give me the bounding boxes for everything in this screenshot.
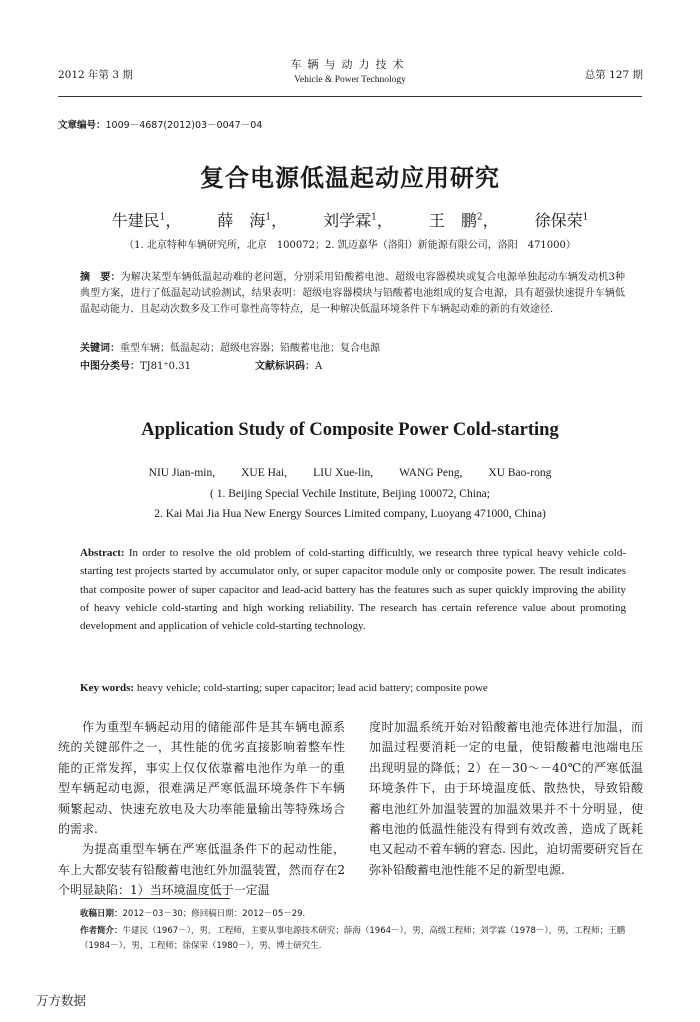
keywords-cn-text: 重型车辆；低温起动；超级电容器；铅酸蓄电池；复合电源 (120, 343, 380, 354)
doc-code-value: A (315, 361, 323, 372)
author-affil-mark: 1 (582, 212, 589, 223)
author-name: 薛 海 (217, 211, 266, 230)
author-name: 刘学霖 (323, 211, 372, 230)
body-column-right (369, 717, 643, 880)
author-separator: , (284, 467, 288, 479)
author-en (313, 467, 373, 479)
author-name: LIU Xue-lin (313, 467, 371, 479)
author-separator: ， (165, 211, 182, 230)
author-name: 牛建民 (111, 211, 160, 230)
author-name: 王 鹏 (428, 211, 477, 230)
affiliation-cn: （1. 北京特种车辆研究所，北京 100072；2. 凯迈嘉华（洛阳）新能源有限公司，洛阳 471000） (124, 240, 576, 251)
footnote-authors-text: 牛建民（1967－），男，工程师，主要从事电源技术研究；薛海（1964－），男，高级工程师；刘学霖（1978－），男，工程师；王鹏（1984－），男，工程师；徐保荣（1980－），男，博士研究生. (80, 926, 626, 951)
paper-title-cn: 复合电源低温起动应用研究 (200, 164, 500, 192)
body-column-left (58, 717, 345, 901)
author-affil-mark: 1 (265, 212, 272, 223)
author-separator: , (459, 467, 463, 479)
total-issue-label: 总第 127 期 (584, 69, 643, 81)
keywords-en-text: heavy vehicle; cold-starting; super capacitor; lead acid battery; composite powe (136, 682, 488, 694)
author-affil-mark: 1 (371, 212, 377, 223)
paper-title-en: Application Study of Composite Power Cold-starting (141, 420, 559, 440)
author-cn (112, 208, 182, 231)
abstract-en (80, 544, 626, 635)
author-en (488, 467, 551, 479)
author-cn (535, 208, 589, 231)
abstract-en-text: In order to resolve the old problem of cold-starting difficultly, we research three typical heavy vehicle cold-starting test projects started by accumulator only, or super capacitor module only or composite power. The result indicates that composite power of super capacitor and lead-acid battery has the features such as super quickly improving the ability of heavy vehicle cold-starting and high working reliability. The research has certain reference value about promoting development and application of vehicle cold-starting technology. (80, 547, 626, 633)
author-cn (217, 208, 287, 231)
author-list-en (0, 467, 700, 479)
affiliation-en-line-2: 2. Kai Mai Jia Hua New Energy Sources Limited company, Luoyang 471000, China) (154, 508, 546, 520)
author-separator: , (370, 467, 374, 479)
author-affil-mark: 1 (159, 212, 166, 223)
journal-title-cn: 车辆与动力技术 (290, 58, 410, 71)
author-name: WANG Peng (399, 467, 460, 479)
footnote-authors-label: 作者简介： (80, 926, 123, 936)
abstract-cn-label: 摘 要： (80, 272, 121, 283)
author-affil-mark: 2 (476, 212, 483, 223)
clc-value: TJ81⁺0.31 (140, 361, 191, 372)
abstract-cn (80, 270, 625, 318)
issue-label: 2012 年第 3 期 (58, 69, 133, 81)
author-name: XU Bao-rong (488, 467, 552, 479)
clc-label: 中图分类号： (80, 361, 140, 372)
abstract-cn-text: 为解决某型车辆低温起动难的老问题，分别采用铅酸蓄电池、超级电容器模块或复合电源单独起动车辆发动机3种典型方案，进行了低温起动试验测试，结果表明：超级电容器模块与铅酸蓄电池组成的复合电源，具有超强快速提升车辆低温起动能力、且起动次数多及工作可靠性高等特点，是一种解决低温环境条件下车辆起动难的新的有效途径. (80, 272, 625, 315)
article-number-value: 1009－4687(2012)03－0047－04 (105, 120, 263, 131)
article-number (58, 117, 262, 131)
author-separator: ， (376, 211, 393, 230)
keywords-cn-label: 关键词： (80, 343, 120, 354)
author-separator: , (212, 467, 216, 479)
author-separator: ， (482, 211, 499, 230)
keywords-en-label: Key words: (80, 682, 135, 694)
author-list-cn (0, 208, 700, 231)
keywords-en (80, 682, 640, 694)
footnote-author-bio (80, 924, 646, 954)
author-cn (429, 208, 499, 231)
journal-title-en: Vehicle & Power Technology (294, 75, 406, 85)
keywords-cn (80, 339, 625, 354)
author-cn (323, 208, 393, 231)
body-paragraph: 度时加温系统开始对铅酸蓄电池壳体进行加温，而加温过程要消耗一定的电量，使铅酸蓄电池端电压出现明显的降低；2）在－30～－40℃的严寒低温环境条件下，由于环境温度低、散热快，导致铅酸蓄电池红外加温装置的加温效果并不十分明显，使蓄电池的低温性能没有得到有效改善，造成了既耗电又起动不着车辆的窘态. 因此，迫切需要研究旨在弥补铅酸蓄电池性能不足的新型电源. (369, 720, 643, 877)
footnote-dates-label: 收稿日期： (80, 909, 123, 919)
author-name: XUE Hai (241, 467, 285, 479)
author-en (149, 467, 215, 479)
watermark: 万方数据 (36, 993, 87, 1008)
doc-code-label: 文献标识码： (255, 361, 315, 372)
footnote-dates (80, 907, 640, 919)
classification-line (80, 357, 625, 372)
footnote-rule (80, 898, 230, 899)
author-name: NIU Jian-min (148, 467, 213, 479)
author-name: 徐保荣 (534, 211, 583, 230)
abstract-en-label: Abstract: (80, 547, 125, 559)
header-rule (58, 96, 642, 97)
author-en (241, 467, 287, 479)
doc-code (255, 357, 322, 372)
affiliation-en-line-1: ( 1. Beijing Special Vechile Institute, Beijing 100072, China; (210, 488, 490, 500)
author-en (399, 467, 462, 479)
body-paragraph: 为提高重型车辆在严寒低温条件下的起动性能，车上大都安装有铅酸蓄电池红外加温装置，然而存在2个明显缺陷：1）当环境温度低于一定温 (58, 842, 345, 898)
body-paragraph: 作为重型车辆起动用的储能部件是其车辆电源系统的关键部件之一，其性能的优劣直接影响着整车性能的正常发挥，事实上仅仅依靠蓄电池作为单一的重型车辆起动电源，很难满足严寒低温环境条件下车辆频繁起动、快速充放电及大功率能量输出等特殊场合的需求. (58, 720, 345, 837)
author-separator: ， (271, 211, 288, 230)
article-number-label: 文章编号： (58, 120, 106, 131)
footnote-dates-text: 2012－03－30；修回稿日期：2012－05－29. (122, 909, 306, 919)
